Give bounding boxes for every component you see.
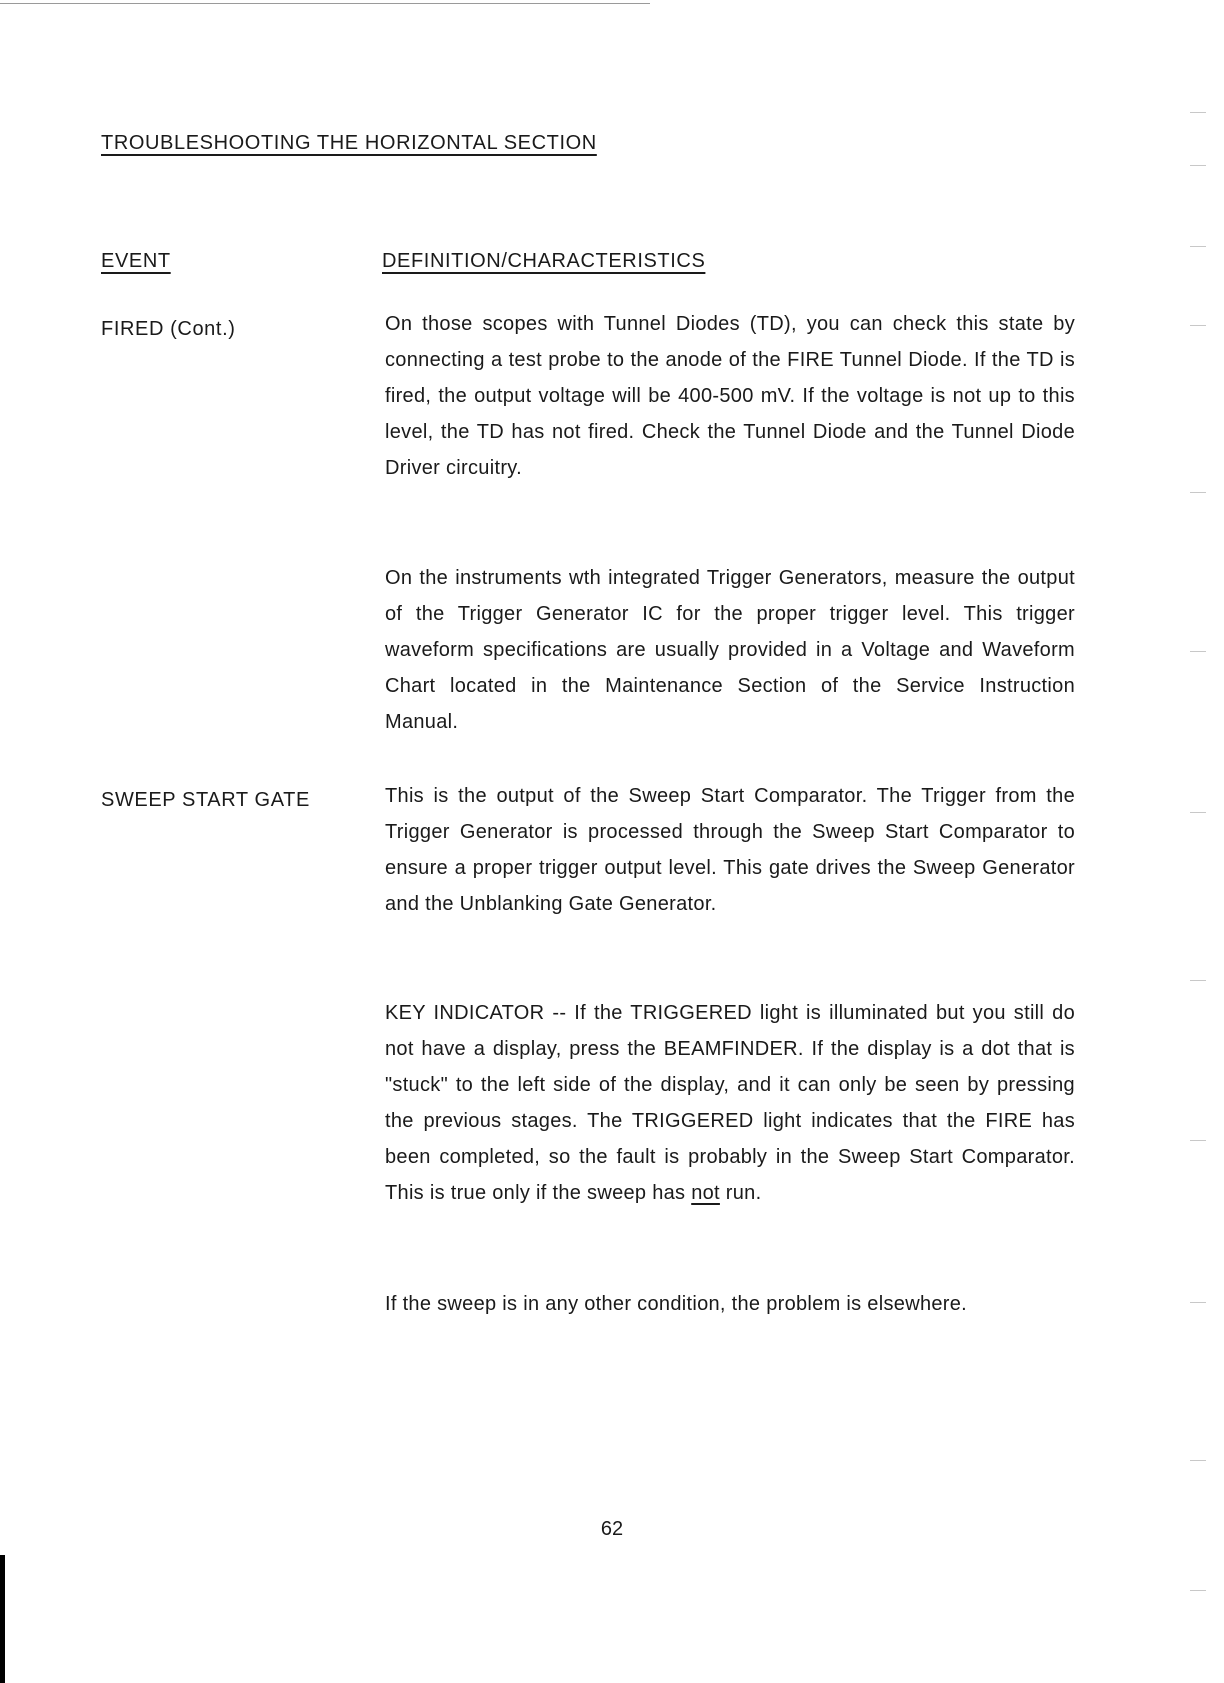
- margin-scan-mark: [1190, 1460, 1206, 1461]
- margin-scan-mark: [1190, 651, 1206, 652]
- event-label-sweep-start-gate: SWEEP START GATE: [101, 789, 310, 811]
- sweep-start-gate-paragraph: This is the output of the Sweep Start Comparator. The Trigger from the Trigger Generator is processed through the Sweep Start Comparator to ensure a proper trigger output level. This gate drives the Sweep Generator and the Unblanking Gate Generator.: [385, 785, 1075, 915]
- definition-column-header: DEFINITION/CHARACTERISTICS: [382, 250, 706, 272]
- margin-scan-mark: [1190, 492, 1206, 493]
- key-indicator-underlined-word: not: [691, 1182, 720, 1204]
- margin-scan-mark: [1190, 812, 1206, 813]
- section-title: TROUBLESHOOTING THE HORIZONTAL SECTION: [101, 132, 597, 154]
- margin-scan-mark: [1190, 165, 1206, 166]
- fired-paragraph-tunnel-diode: On those scopes with Tunnel Diodes (TD), you can check this state by connecting a test probe to the anode of the FIRE Tunnel Diode. If the TD is fired, the output voltage will be 400-500 mV. If the voltage is not up to this level, the TD has not fired. Check the Tunnel Diode and the Tunnel Diode Driver circuitry.: [385, 313, 1075, 479]
- margin-scan-mark: [1190, 1302, 1206, 1303]
- key-indicator-paragraph: [385, 995, 1075, 1211]
- event-column-header: EVENT: [101, 250, 171, 272]
- key-indicator-text-end: run.: [719, 1182, 762, 1204]
- margin-scan-mark: [1190, 325, 1206, 326]
- margin-scan-mark: [1190, 112, 1206, 113]
- top-border-line: [0, 3, 650, 4]
- key-indicator-text: KEY INDICATOR -- If the TRIGGERED light is illuminated but you still do not have a display, press the BEAMFINDER. If the display is a dot that is "stuck" to the left side of the display, and it can only be seen by pressing the previous stages. The TRIGGERED light indicates that the FIRE has been completed, so the fault is probably in the Sweep Start Comparator. This is true only if the sweep has: [385, 1002, 1075, 1204]
- event-label-fired: FIRED (Cont.): [101, 318, 236, 340]
- page-number: 62: [600, 1518, 624, 1540]
- margin-scan-mark: [1190, 1140, 1206, 1141]
- fired-paragraph-integrated-trigger: On the instruments wth integrated Trigger Generators, measure the output of the Trigger Generator IC for the proper trigger level. This trigger waveform specifications are usually provided in a Voltage and Waveform Chart located in the Maintenance Section of the Service Instruction Manual.: [385, 567, 1075, 733]
- margin-scan-mark: [1190, 246, 1206, 247]
- scan-edge-mark: [0, 1555, 5, 1683]
- margin-scan-mark: [1190, 1590, 1206, 1591]
- closing-paragraph: If the sweep is in any other condition, the problem is elsewhere.: [385, 1293, 968, 1315]
- margin-scan-mark: [1190, 980, 1206, 981]
